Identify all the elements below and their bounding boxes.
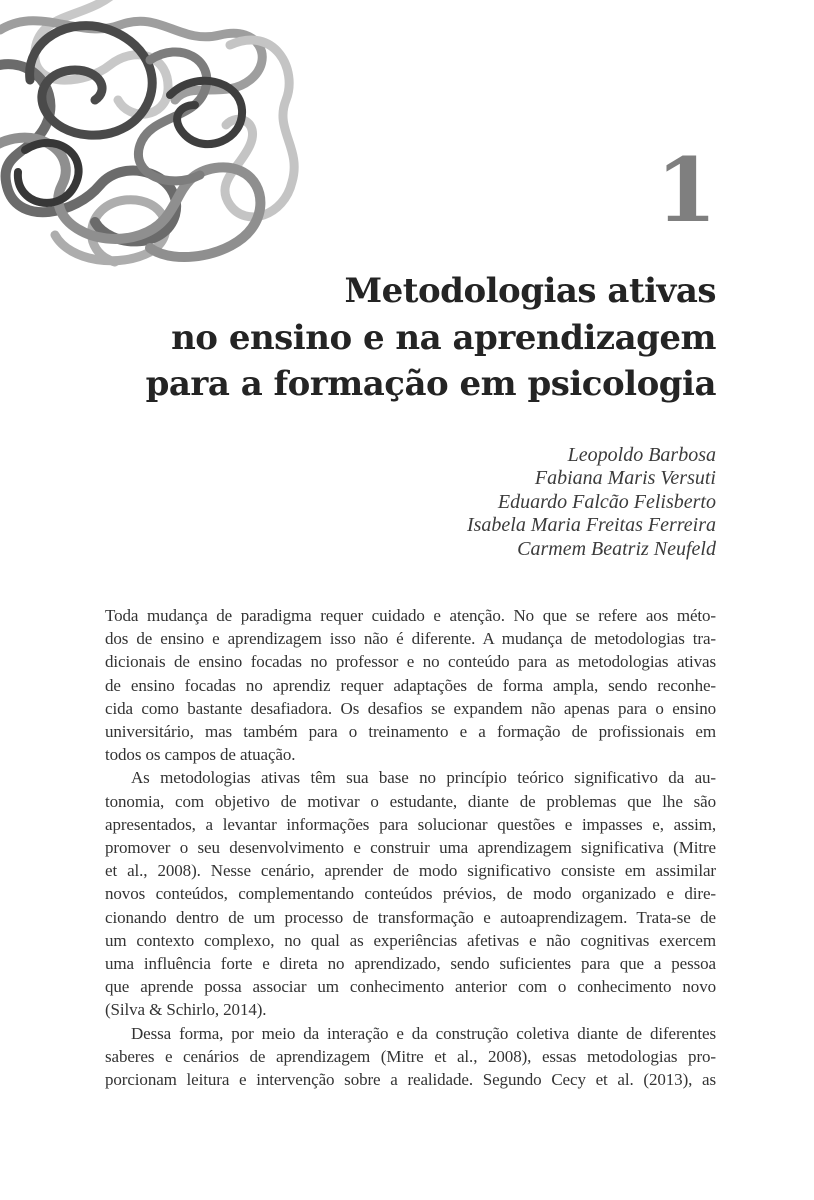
text-line: novos conteúdos, complementando conteúdos prévios, de modo organizado e dire- bbox=[105, 884, 716, 904]
text-line: Toda mudança de paradigma requer cuidado e atenção. No que se refere aos méto- bbox=[105, 606, 716, 625]
text-line: um contexto complexo, no qual as experiências afetivas e não cognitivas exercem bbox=[105, 930, 716, 950]
text-line: de ensino focadas no aprendiz requer adaptações de forma ampla, sendo reconhe- bbox=[105, 675, 716, 695]
chapter-title bbox=[105, 268, 716, 408]
body-text bbox=[105, 604, 716, 1091]
text-line: As metodologias ativas têm sua base no princípio teórico significativo da au- bbox=[131, 768, 716, 788]
text-line: et al., 2008). Nesse cenário, aprender de modo significativo consiste em assimilar bbox=[105, 861, 716, 881]
tangled-lines-artwork-icon bbox=[0, 0, 308, 278]
text-line: promover o seu desenvolvimento e construir uma aprendizagem significativa (Mitre bbox=[105, 838, 716, 858]
paragraph bbox=[105, 766, 716, 1021]
author-name: Isabela Maria Freitas Ferreira bbox=[466, 514, 716, 537]
author-name: Eduardo Falcão Felisberto bbox=[497, 490, 716, 513]
authors-list bbox=[105, 444, 716, 561]
paragraph bbox=[105, 604, 716, 766]
author-name: Leopoldo Barbosa bbox=[567, 444, 716, 466]
text-line: (Silva & Schirlo, 2014). bbox=[105, 1000, 267, 1020]
text-line: dos de ensino e aprendizagem isso não é diferente. A mudança de metodologias tra- bbox=[105, 629, 716, 649]
text-line: uma influência forte e direta no aprendizado, sendo suficientes para que a pessoa bbox=[105, 954, 716, 974]
text-line: cida como bastante desafiadora. Os desafios se expandem não apenas para o ensino bbox=[105, 698, 716, 718]
author-name: Fabiana Maris Versuti bbox=[534, 467, 716, 490]
text-line: tonomia, com objetivo de motivar o estudante, diante de problemas que lhe são bbox=[105, 791, 716, 811]
chapter-title-line: para a formação em psicologia bbox=[145, 364, 716, 404]
text-line: dicionais de ensino focadas no professor e no conteúdo para as metodologias ativas bbox=[105, 652, 716, 672]
text-line: todos os campos de atuação. bbox=[105, 745, 296, 765]
text-line: apresentados, a levantar informações para solucionar questões e impasses e, assim, bbox=[105, 814, 716, 834]
text-line: Dessa forma, por meio da interação e da construção coletiva diante de diferentes bbox=[131, 1023, 716, 1043]
text-line: universitário, mas também para o treinamento e a formação de profissionais em bbox=[105, 722, 716, 742]
text-line: que aprende possa associar um conhecimento anterior com o conhecimento novo bbox=[105, 977, 716, 997]
chapter-number: 1 bbox=[655, 138, 717, 242]
paragraph bbox=[105, 1022, 716, 1092]
text-line: saberes e cenários de aprendizagem (Mitre et al., 2008), essas metodologias pro- bbox=[105, 1046, 716, 1066]
text-line: cionando dentro de um processo de transformação e autoaprendizagem. Trata-se de bbox=[105, 907, 716, 927]
author-name: Carmem Beatriz Neufeld bbox=[517, 537, 716, 560]
chapter-title-line: Metodologias ativas bbox=[344, 271, 716, 311]
chapter-title-line: no ensino e na aprendizagem bbox=[171, 317, 716, 358]
text-line: porcionam leitura e intervenção sobre a realidade. Segundo Cecy et al. (2013), as bbox=[105, 1070, 716, 1090]
